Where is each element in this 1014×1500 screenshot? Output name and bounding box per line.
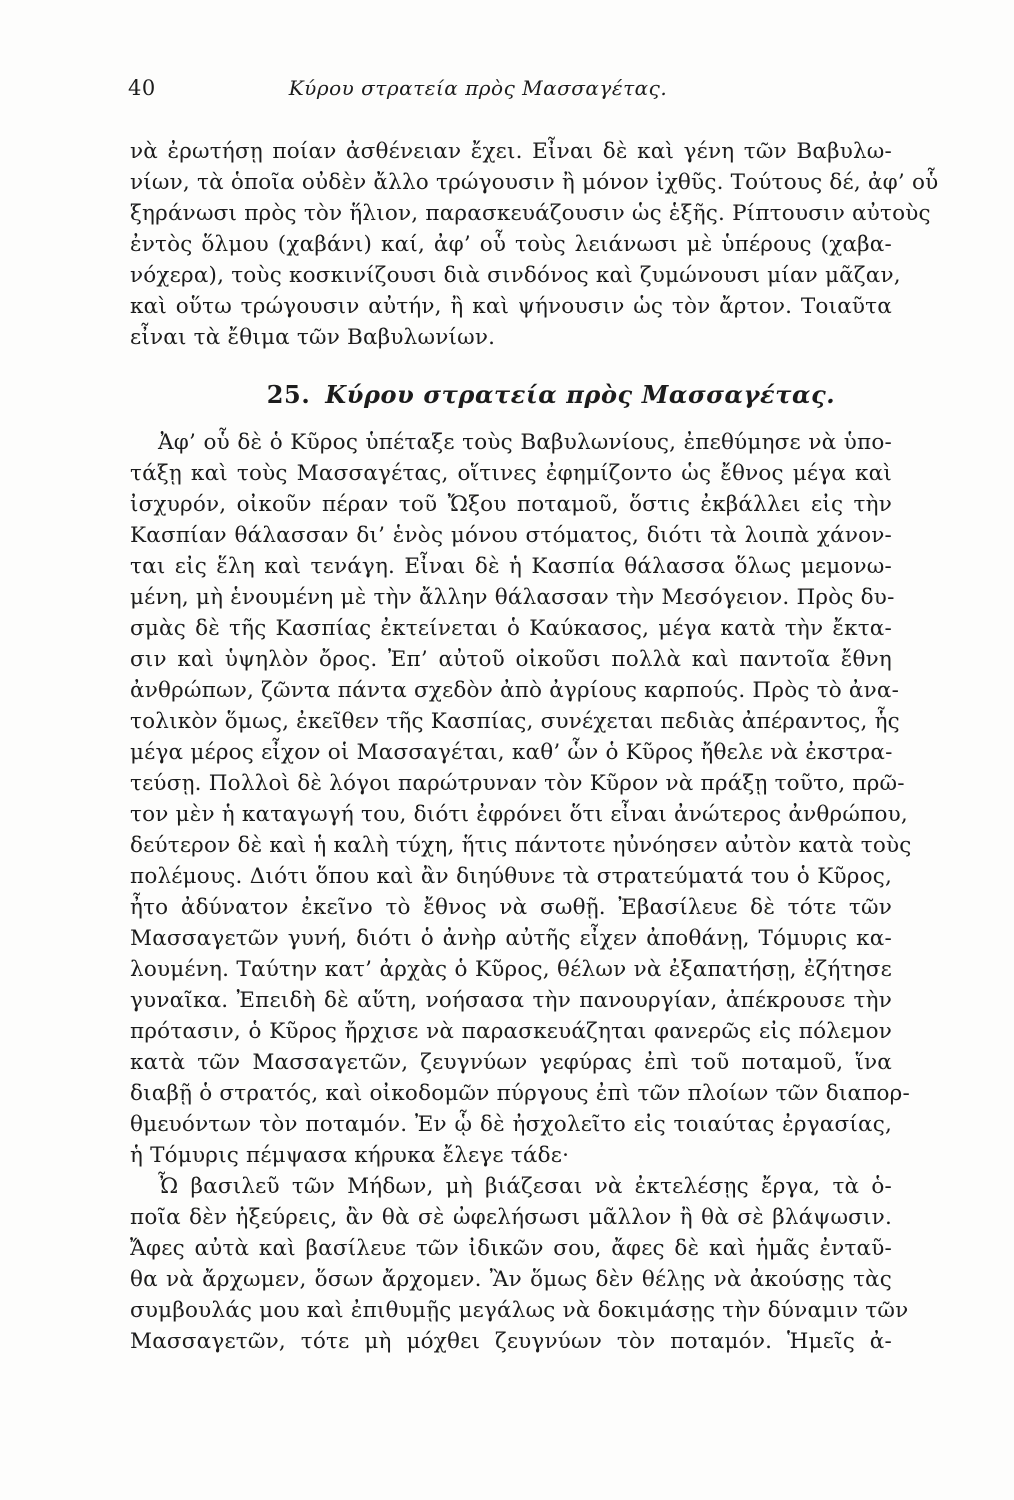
text-line: λουμένη. Ταύτην κατ’ ἀρχὰς ὁ Κῦρος, θέλων νὰ ἐξαπατήσῃ, ἐζήτησε xyxy=(130,957,892,982)
text-line: κατὰ τῶν Μασσαγετῶν, ζευγνύων γεφύρας ἐπὶ τοῦ ποταμοῦ, ἵνα xyxy=(130,1050,892,1075)
text-line: εἶναι τὰ ἔθιμα τῶν Βαβυλωνίων. xyxy=(130,325,496,350)
text-line: Κασπίαν θάλασσαν δι’ ἑνὸς μόνου στόματος, διότι τὰ λοιπὰ χάνον- xyxy=(130,523,892,548)
text-line: ποῖα δὲν ἠξεύρεις, ἂν θὰ σὲ ὠφελήσωσι μᾶλλον ἢ θὰ σὲ βλάψωσιν. xyxy=(130,1205,892,1230)
text-line: νίων, τὰ ὁποῖα οὐδὲν ἄλλο τρώγουσιν ἢ μόνον ἰχθῦς. Τούτους δέ, ἀφ’ οὗ xyxy=(130,170,939,195)
text-line: γυναῖκα. Ἐπειδὴ δὲ αὕτη, νοήσασα τὴν πανουργίαν, ἀπέκρουσε τὴν xyxy=(130,988,892,1013)
text-line: Ἀφ’ οὗ δὲ ὁ Κῦρος ὑπέταξε τοὺς Βαβυλωνίους, ἐπεθύμησε νὰ ὑπο- xyxy=(158,430,892,455)
text-line: θμευόντων τὸν ποταμόν. Ἐν ᾧ δὲ ἠσχολεῖτο εἰς τοιαύτας ἐργασίας, xyxy=(130,1112,892,1137)
running-title: Κύρου στρατεία πρὸς Μασσαγέτας. xyxy=(288,76,668,100)
text-line: τεύσῃ. Πολλοὶ δὲ λόγοι παρώτρυναν τὸν Κῦρον νὰ πράξῃ τοῦτο, πρῶ- xyxy=(130,771,905,796)
text-line: ἦτο ἀδύνατον ἐκεῖνο τὸ ἔθνος νὰ σωθῇ. Ἐβασίλευε δὲ τότε τῶν xyxy=(130,895,892,920)
section-number: 25. xyxy=(266,380,311,409)
text-line: συμβουλάς μου καὶ ἐπιθυμῇς μεγάλως νὰ δοκιμάσῃς τὴν δύναμιν τῶν xyxy=(130,1298,909,1323)
text-line: καὶ οὕτω τρώγουσιν αὐτήν, ἢ καὶ ψήνουσιν ὡς τὸν ἄρτον. Τοιαῦτα xyxy=(130,294,892,319)
section-paragraph xyxy=(130,427,912,1357)
text-line: ἡ Τόμυρις πέμψασα κήρυκα ἔλεγε τάδε· xyxy=(130,1143,570,1168)
page-body xyxy=(130,136,939,1357)
text-line: τον μὲν ἡ καταγωγή του, διότι ἐφρόνει ὅτι εἶναι ἀνώτερος ἀνθρώπου, xyxy=(130,802,908,827)
text-line: ται εἰς ἕλη καὶ τενάγη. Εἶναι δὲ ἡ Κασπία θάλασσα ὅλως μεμονω- xyxy=(130,554,892,579)
text-line: πρότασιν, ὁ Κῦρος ἤρχισε νὰ παρασκευάζηται φανερῶς εἰς πόλεμον xyxy=(130,1019,892,1044)
text-line: Μασσαγετῶν γυνή, διότι ὁ ἀνὴρ αὐτῆς εἶχεν ἀποθάνῃ, Τόμυρις κα- xyxy=(130,926,892,951)
text-line: ἰσχυρόν, οἰκοῦν πέραν τοῦ Ὤξου ποταμοῦ, ὅστις ἐκβάλλει εἰς τὴν xyxy=(130,492,892,517)
text-line: ξηράνωσι πρὸς τὸν ἥλιον, παρασκευάζουσιν ὡς ἑξῆς. Ρίπτουσιν αὐτοὺς xyxy=(130,201,931,226)
page-header xyxy=(128,76,888,116)
text-line: διαβῇ ὁ στρατός, καὶ οἰκοδομῶν πύργους ἐπὶ τῶν πλοίων τῶν διαπορ- xyxy=(130,1081,910,1106)
text-line: ἐντὸς ὅλμου (χαβάνι) καί, ἀφ’ οὗ τοὺς λειάνωσι μὲ ὑπέρους (χαβα- xyxy=(130,232,892,257)
text-line: ἀνθρώπων, ζῶντα πάντα σχεδὸν ἀπὸ ἀγρίους καρπούς. Πρὸς τὸ ἀνα- xyxy=(130,678,900,703)
section-heading xyxy=(130,375,892,415)
intro-paragraph xyxy=(130,136,939,353)
text-line: δεύτερον δὲ καὶ ἡ καλὴ τύχη, ἥτις πάντοτε ηὐνόησεν αὐτὸν κατὰ τοὺς xyxy=(130,833,912,858)
text-line: τολικὸν ὅμως, ἐκεῖθεν τῆς Κασπίας, συνέχεται πεδιὰς ἀπέραντος, ἧς xyxy=(130,709,900,734)
text-line: πολέμους. Διότι ὅπου καὶ ἂν διηύθυνε τὰ στρατεύματά του ὁ Κῦρος, xyxy=(130,864,892,889)
text-line: θα νὰ ἄρχωμεν, ὅσων ἄρχομεν. Ἂν ὅμως δὲν θέλῃς νὰ ἀκούσῃς τὰς xyxy=(130,1267,892,1292)
page-number: 40 xyxy=(128,76,156,100)
text-line: τάξῃ καὶ τοὺς Μασσαγέτας, οἵτινες ἐφημίζοντο ὡς ἔθνος μέγα καὶ xyxy=(130,461,892,486)
text-line: Μασσαγετῶν, τότε μὴ μόχθει ζευγνύων τὸν ποταμόν. Ἡμεῖς ἀ- xyxy=(130,1329,892,1354)
text-line: νόχερα), τοὺς κοσκινίζουσι διὰ σινδόνος καὶ ζυμώνουσι μίαν μᾶζαν, xyxy=(130,263,901,288)
section-title: Κύρου στρατεία πρὸς Μασσαγέτας. xyxy=(325,380,836,409)
text-line: σιν καὶ ὑψηλὸν ὄρος. Ἐπ’ αὐτοῦ οἰκοῦσι πολλὰ καὶ παντοῖα ἔθνη xyxy=(130,647,892,672)
text-line: μέγα μέρος εἶχον οἱ Μασσαγέται, καθ’ ὧν ὁ Κῦρος ἤθελε νὰ ἐκστρα- xyxy=(130,740,893,765)
text-line: Ἄφες αὐτὰ καὶ βασίλευε τῶν ἰδικῶν σου, ἄφες δὲ καὶ ἡμᾶς ἐνταῦ- xyxy=(130,1236,892,1261)
text-line: μένη, μὴ ἑνουμένη μὲ τὴν ἄλλην θάλασσαν τὴν Μεσόγειον. Πρὸς δυ- xyxy=(130,585,895,610)
text-line: Ὦ βασιλεῦ τῶν Μήδων, μὴ βιάζεσαι νὰ ἐκτελέσῃς ἔργα, τὰ ὁ- xyxy=(158,1174,892,1199)
text-line: σμὰς δὲ τῆς Κασπίας ἐκτείνεται ὁ Καύκασος, μέγα κατὰ τὴν ἔκτα- xyxy=(130,616,892,641)
text-line: νὰ ἐρωτήσῃ ποίαν ἀσθένειαν ἔχει. Εἶναι δὲ καὶ γένη τῶν Βαβυλω- xyxy=(130,139,892,164)
